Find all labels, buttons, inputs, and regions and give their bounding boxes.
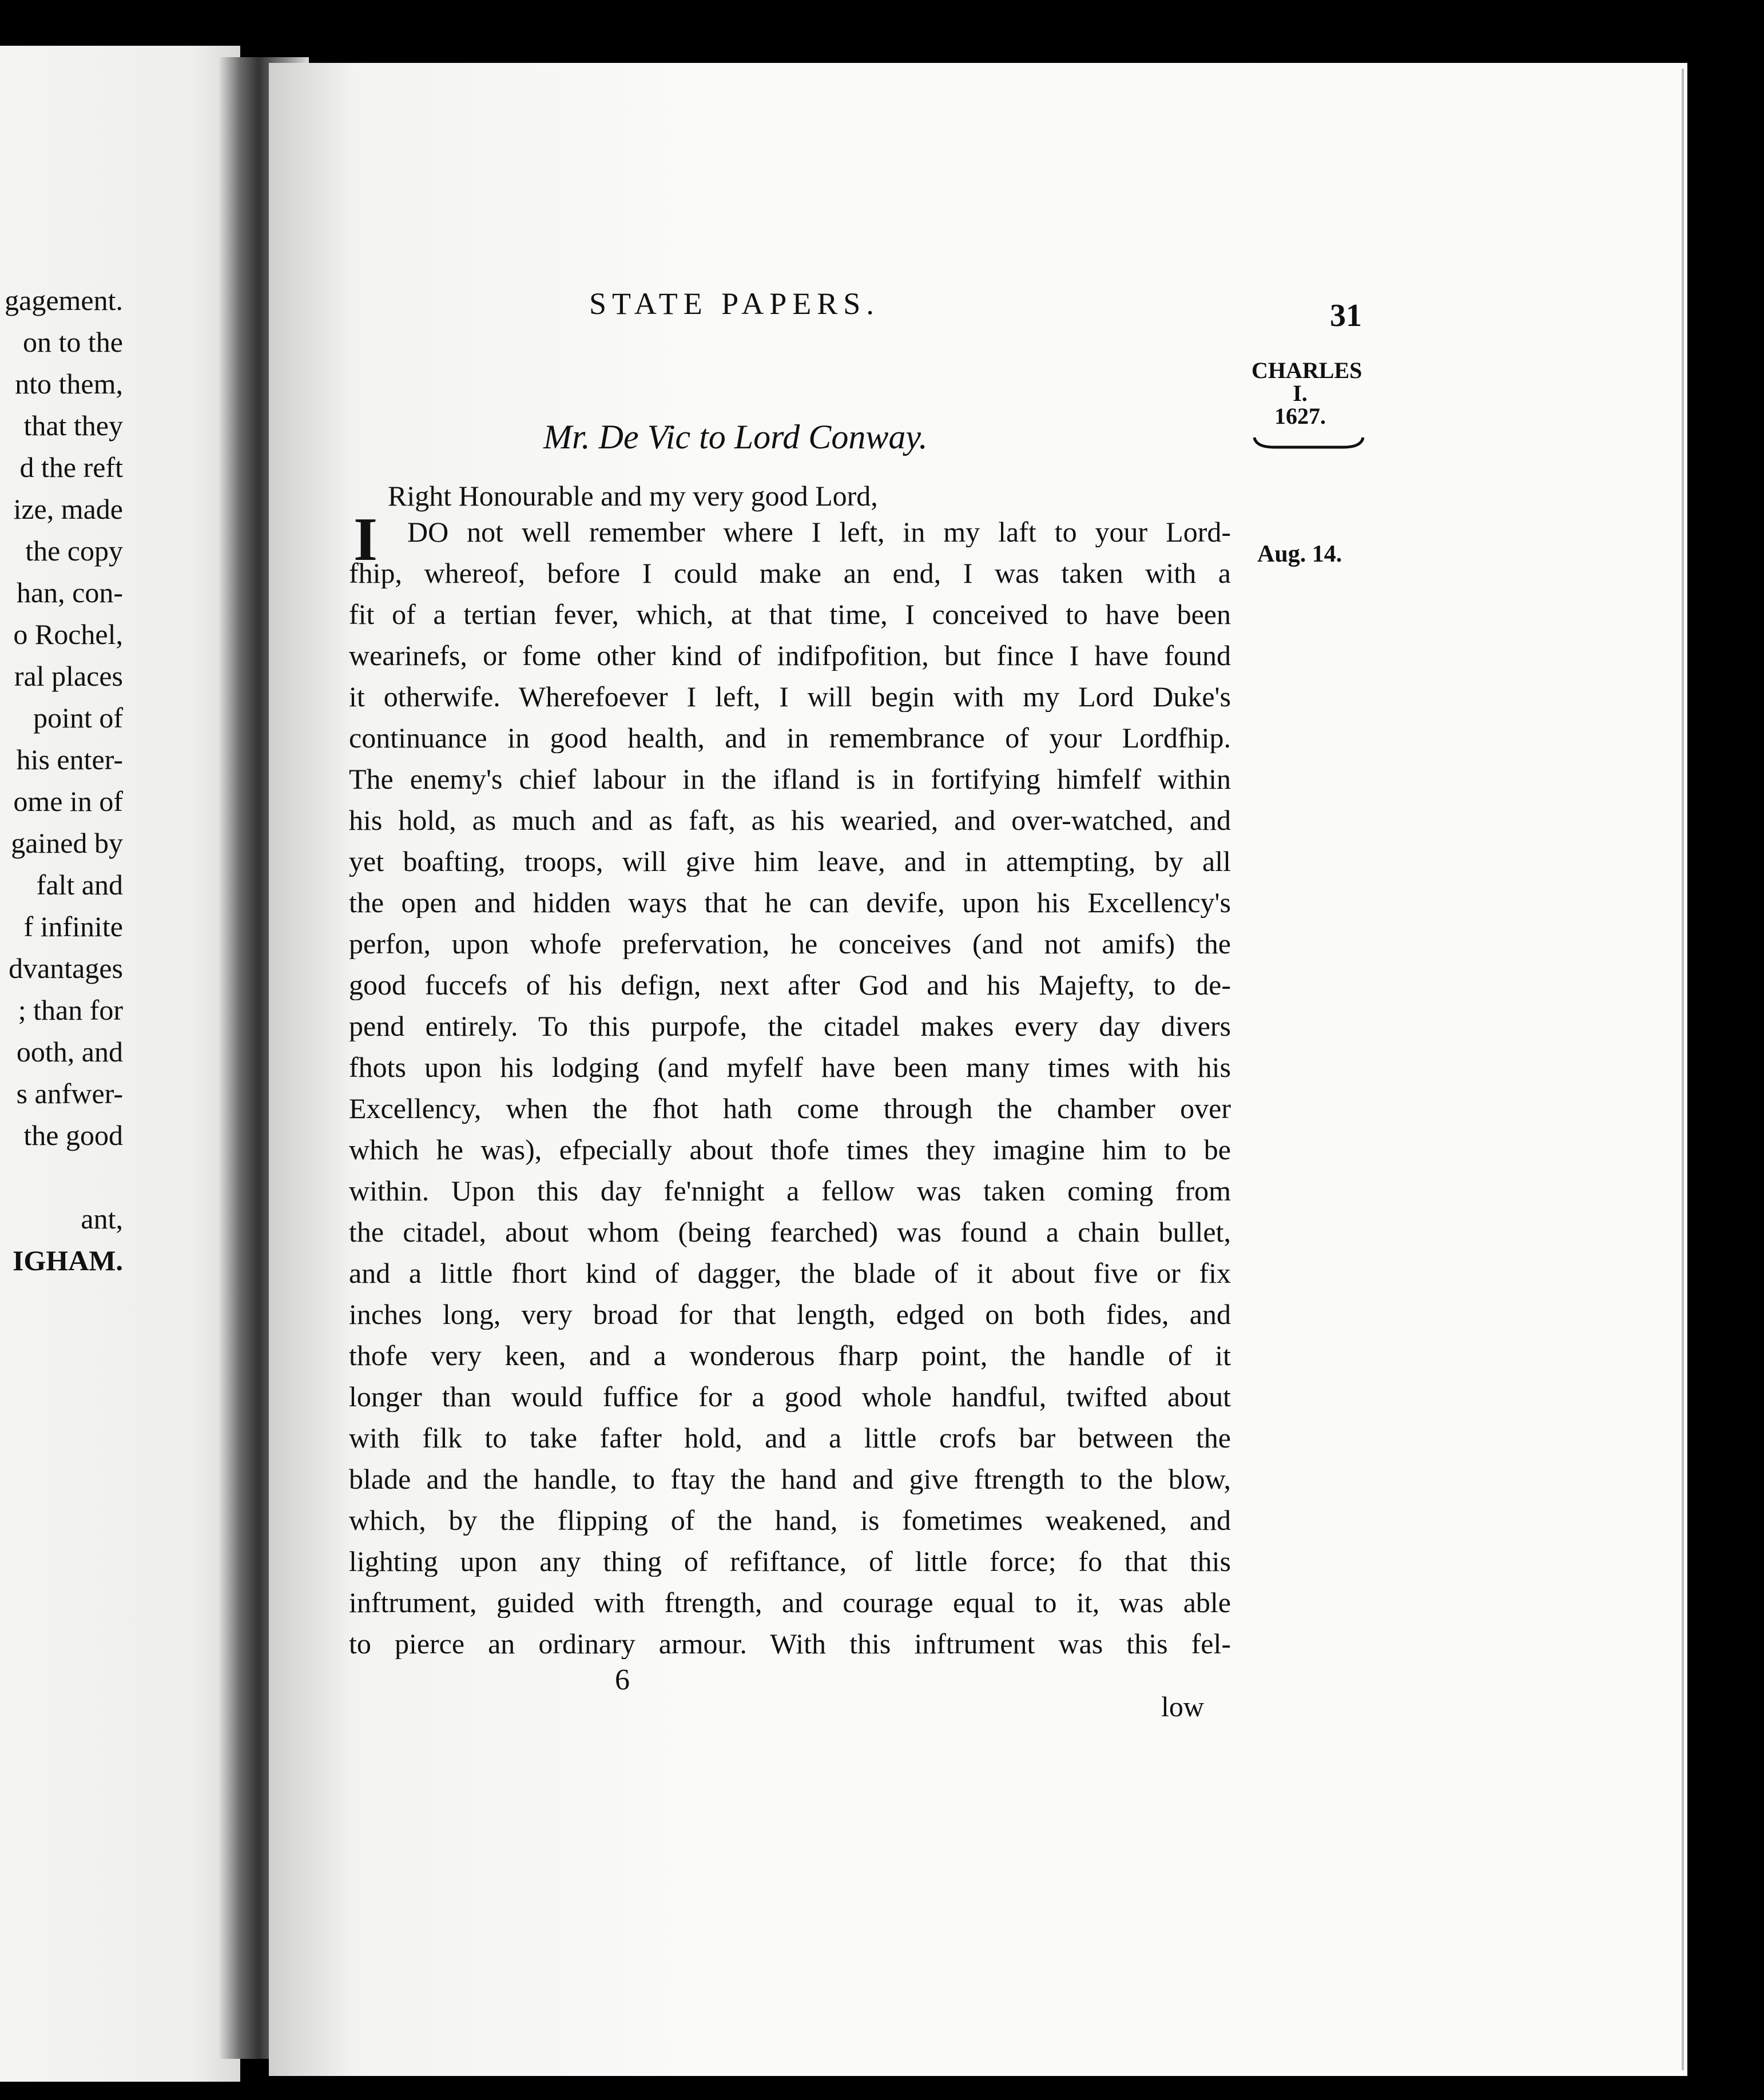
left-page-line: that they xyxy=(23,409,123,442)
salutation: Right Honourable and my very good Lord, xyxy=(388,480,878,512)
running-head: STATE PAPERS. xyxy=(589,287,880,321)
letter-line: pend entirely. To this purpofe, the citadel makes every day divers xyxy=(349,1012,1231,1041)
left-page-line: his enter- xyxy=(16,743,123,775)
letter-line: which he was), efpecially about thofe times they imagine him to be xyxy=(349,1135,1231,1165)
letter-line: fit of a tertian fever, which, at that time, I conceived to have been xyxy=(349,600,1231,630)
left-page-line: ant, xyxy=(81,1203,123,1235)
letter-line: continuance in good health, and in remembrance of your Lordfhip. xyxy=(349,723,1231,753)
letter-line: wearinefs, or fome other kind of indifpofition, but fince I have found xyxy=(349,641,1231,671)
left-page-line: s anfwer- xyxy=(16,1077,123,1109)
letter-line: it otherwife. Wherefoever I left, I will begin with my Lord Duke's xyxy=(349,682,1231,712)
letter-line: yet boafting, troops, will give him leave, and in attempting, by all xyxy=(349,847,1231,877)
left-page-line: ral places xyxy=(14,660,123,692)
letter-line: his hold, as much and as faft, as his wearied, and over-watched, and xyxy=(349,806,1231,836)
left-page-line: d the reft xyxy=(19,451,123,483)
left-page-line: o Rochel, xyxy=(13,618,123,650)
margin-date: Aug. 14. xyxy=(1257,541,1342,567)
left-page-line: on to the xyxy=(23,326,123,358)
letter-line: and a little fhort kind of dagger, the blade of it about five or fix xyxy=(349,1259,1231,1288)
left-page-line: falt and xyxy=(36,869,123,901)
letter-line: good fuccefs of his defign, next after God and his Majefty, to de- xyxy=(349,971,1231,1000)
left-page-line: f infinite xyxy=(23,910,123,942)
letter-line: inftrument, guided with ftrength, and courage equal to it, was able xyxy=(349,1588,1231,1618)
margin-reign-note xyxy=(1252,357,1362,429)
letter-line: to pierce an ordinary armour. With this inftrument was this fel- xyxy=(349,1629,1231,1659)
previous-page xyxy=(0,46,240,2082)
letter-title: Mr. De Vic to Lord Conway. xyxy=(543,418,928,456)
letter-line: the citadel, about whom (being fearched) was found a chain bullet, xyxy=(349,1218,1231,1247)
letter-line: within. Upon this day fe'nnight a fellow was taken coming from xyxy=(349,1176,1231,1206)
left-page-line: nto them, xyxy=(15,368,123,400)
page-edge xyxy=(1682,69,1684,2070)
letter-line: the open and hidden ways that he can devife, upon his Excellency's xyxy=(349,888,1231,918)
letter-line: blade and the handle, to ftay the hand and give ftrength to the blow, xyxy=(349,1465,1231,1494)
left-page-line: ; than for xyxy=(18,994,123,1026)
catchword: low xyxy=(1161,1691,1204,1723)
margin-reign-year: 1627. xyxy=(1274,403,1326,429)
letter-line: with filk to take fafter hold, and a little crofs bar between the xyxy=(349,1423,1231,1453)
left-page-line: gagement. xyxy=(5,284,123,316)
left-page-line: point of xyxy=(33,702,123,734)
left-page-line: the good xyxy=(23,1119,123,1151)
letter-line: which, by the flipping of the hand, is fometimes weakened, and xyxy=(349,1506,1231,1536)
letter-line: lighting upon any thing of refiftance, of little force; fo that this xyxy=(349,1547,1231,1577)
margin-brace xyxy=(1252,435,1366,452)
letter-line: fhip, whereof, before I could make an end, I was taken with a xyxy=(349,559,1231,588)
left-page-line: han, con- xyxy=(16,576,123,608)
letter-line: DO not well remember where I left, in my laft to your Lord- xyxy=(407,518,1231,547)
margin-reign-name: CHARLES xyxy=(1252,357,1362,383)
left-page-line: dvantages xyxy=(9,952,123,984)
letter-line: Excellency, when the fhot hath come through the chamber over xyxy=(349,1094,1231,1124)
drop-cap: I xyxy=(353,506,378,574)
letter-line: fhots upon his lodging (and myfelf have been many times with his xyxy=(349,1053,1231,1083)
page-number: 31 xyxy=(1330,298,1362,333)
letter-line: perfon, upon whofe prefervation, he conceives (and not amifs) the xyxy=(349,929,1231,959)
left-page-line: IGHAM. xyxy=(12,1244,123,1276)
signature-mark: 6 xyxy=(615,1664,630,1696)
left-page-line: ome in of xyxy=(13,785,123,817)
letter-line: thofe very keen, and a wonderous fharp point, the handle of it xyxy=(349,1341,1231,1371)
letter-line: inches long, very broad for that length, edged on both fides, and xyxy=(349,1300,1231,1330)
left-page-line: ooth, and xyxy=(16,1036,123,1068)
letter-line: The enemy's chief labour in the ifland is in fortifying himfelf within xyxy=(349,765,1231,794)
left-page-line: gained by xyxy=(11,827,123,859)
left-page-line: the copy xyxy=(25,535,123,567)
letter-line: longer than would fuffice for a good whole handful, twifted about xyxy=(349,1382,1231,1412)
margin-reign-numeral: I. xyxy=(1293,380,1308,406)
left-page-line: ize, made xyxy=(13,493,123,525)
